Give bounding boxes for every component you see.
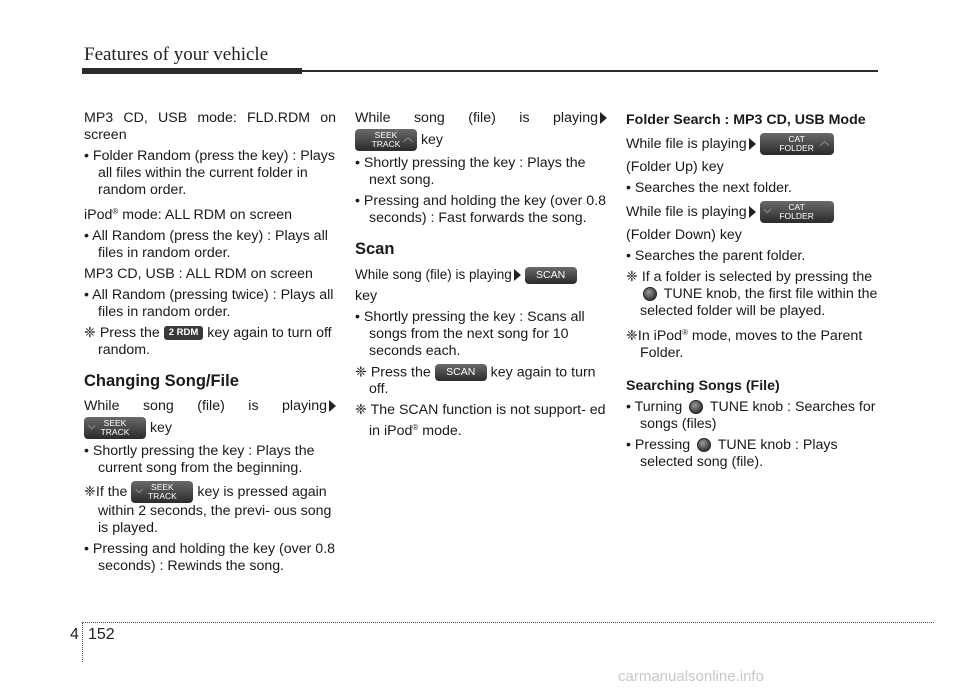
cat-label: CAT xyxy=(788,134,805,144)
mp3-fld-rdm-text: MP3 CD, USB mode: FLD.RDM on screen xyxy=(84,110,336,143)
text: • Turning xyxy=(626,399,683,415)
registered-mark: ® xyxy=(412,423,419,433)
key-label: key xyxy=(420,131,444,148)
pressing-knob-bullet xyxy=(626,437,878,471)
rdm-button-icon: 2 RDM xyxy=(164,326,204,340)
chevron-down-icon: ⌵ xyxy=(88,421,96,432)
footer-dotted-divider xyxy=(82,622,83,662)
text: While file is playing xyxy=(626,203,747,220)
chevron-down-icon: ⌵ xyxy=(135,485,143,496)
searching-songs-heading: Searching Songs (File) xyxy=(626,378,780,394)
ipod-parent-note xyxy=(626,324,878,362)
changing-song-heading: Changing Song/File xyxy=(84,372,239,390)
chevron-down-icon: ⌵ xyxy=(763,205,772,216)
track-label: TRACK xyxy=(371,139,401,149)
note-text: ❈ The SCAN function is not support- ed in iPod xyxy=(355,402,606,440)
short-press-next-bullet: • Shortly pressing the key : Plays the next song. xyxy=(355,155,586,188)
hold-rewind-bullet: • Pressing and holding the key (over 0.8 seconds) : Rewinds the song. xyxy=(84,541,336,574)
header-rule-thin xyxy=(300,70,878,72)
play-arrow-icon xyxy=(749,138,756,150)
seek-label: SEEK xyxy=(151,482,174,492)
note-text: key again to turn off. xyxy=(369,364,596,398)
all-random-bullet: • All Random (press the key) : Plays all files in random order. xyxy=(84,228,328,261)
hold-fast-forward-bullet: • Pressing and holding the key (over 0.8 seconds) : Fast forwards the song. xyxy=(355,193,607,226)
scan-button-icon: SCAN xyxy=(435,364,487,381)
text: TUNE knob : Plays selected song (file). xyxy=(640,437,838,470)
chevron-up-icon: ︿ xyxy=(403,133,413,144)
turning-knob-bullet xyxy=(626,399,878,433)
scan-button-icon: SCAN xyxy=(525,267,577,284)
ipod-label: iPod xyxy=(84,207,113,223)
note-text: ❈ Press the xyxy=(84,325,160,341)
text: While file is playing xyxy=(626,135,747,152)
column-3 xyxy=(626,110,878,475)
random-off-note xyxy=(84,325,336,359)
mp3-all-rdm-text: MP3 CD, USB : ALL RDM on screen xyxy=(84,266,313,282)
seek-track-up-button-icon xyxy=(355,129,417,151)
seek-up-playing-text xyxy=(355,110,607,127)
registered-mark: ® xyxy=(112,207,119,216)
watermark-text: carmanualsonline.info xyxy=(618,668,764,685)
seek-playing-text xyxy=(84,398,336,415)
seek-key-line xyxy=(84,417,336,439)
page-header-title: Features of your vehicle xyxy=(84,44,269,65)
folder-down-key: (Folder Down) key xyxy=(626,227,742,243)
ipod-mode-text xyxy=(84,203,336,224)
chapter-number: 4 xyxy=(70,626,79,643)
parent-folder-bullet: • Searches the parent folder. xyxy=(626,248,806,264)
seek-label: SEEK xyxy=(374,130,398,140)
registered-mark: ® xyxy=(682,328,688,337)
note-text: key again to turn off random. xyxy=(98,325,332,358)
page-number: 152 xyxy=(88,626,115,643)
folder-random-bullet: • Folder Random (press the key) : Plays all files within the current folder in random order. xyxy=(84,148,335,198)
seek-track-down-button-icon xyxy=(131,481,193,503)
scan-heading: Scan xyxy=(355,240,395,258)
text: TUNE knob : Searches for songs (files) xyxy=(640,399,876,432)
folder-label: FOLDER xyxy=(779,211,814,221)
note-text: ❈If the xyxy=(84,483,128,500)
note-text: ❈In iPod xyxy=(626,328,683,344)
text: While song (file) is playing xyxy=(84,398,327,414)
play-arrow-icon xyxy=(514,269,521,281)
column-1 xyxy=(84,110,336,579)
footer-dotted-rule xyxy=(82,622,934,623)
track-label: TRACK xyxy=(147,491,177,501)
play-arrow-icon xyxy=(749,206,756,218)
track-label: TRACK xyxy=(100,427,130,437)
scan-playing-text xyxy=(355,266,607,284)
seek-again-note xyxy=(84,481,336,537)
ipod-mode-label: mode: ALL RDM on screen xyxy=(122,207,293,223)
folder-up-line xyxy=(626,133,878,155)
note-text: mode. xyxy=(422,423,462,440)
seek-up-key-line xyxy=(355,129,607,151)
folder-down-line xyxy=(626,201,878,223)
key-label: key xyxy=(149,419,173,436)
note-text: ❈ If a folder is selected by pressing the xyxy=(626,269,873,285)
tune-knob-icon xyxy=(697,438,711,452)
column-2 xyxy=(355,110,607,444)
scan-key-label: key xyxy=(355,287,378,304)
all-random-twice-bullet: • All Random (pressing twice) : Plays all files in random order. xyxy=(84,287,334,320)
play-arrow-icon xyxy=(329,400,336,412)
short-press-bullet: • Shortly pressing the key : Plays the current song from the beginning. xyxy=(84,443,315,476)
text: While song (file) is playing xyxy=(355,267,512,282)
text: • Pressing xyxy=(626,437,691,453)
folder-select-note xyxy=(626,269,878,320)
folder-search-heading: Folder Search : MP3 CD, USB Mode xyxy=(626,112,866,128)
cat-folder-down-button-icon xyxy=(760,201,834,223)
note-text: key is pressed again within 2 seconds, the previ- ous song is played. xyxy=(98,483,332,536)
chevron-up-icon: ︿ xyxy=(819,137,830,148)
tune-knob-icon xyxy=(689,400,703,414)
scan-off-note xyxy=(355,364,607,398)
note-text: TUNE knob, the first file within the selected folder will be played. xyxy=(640,286,878,319)
note-text: ❈ Press the xyxy=(355,364,431,381)
cat-label: CAT xyxy=(788,202,805,212)
cat-folder-up-button-icon xyxy=(760,133,834,155)
tune-knob-icon xyxy=(643,287,657,301)
seek-label: SEEK xyxy=(103,418,127,428)
seek-track-down-button-icon xyxy=(84,417,146,439)
scan-short-press-bullet: • Shortly pressing the key : Scans all songs from the next song for 10 seconds each. xyxy=(355,308,585,359)
scan-ipod-note xyxy=(355,402,607,440)
note-text: mode, moves to the Parent Folder. xyxy=(640,328,863,361)
play-arrow-icon xyxy=(600,112,607,124)
folder-label: FOLDER xyxy=(779,143,814,153)
text: While song (file) is playing xyxy=(355,110,598,126)
next-folder-bullet: • Searches the next folder. xyxy=(626,180,792,196)
header-rule-thick xyxy=(82,68,302,74)
folder-up-key: (Folder Up) key xyxy=(626,159,724,175)
